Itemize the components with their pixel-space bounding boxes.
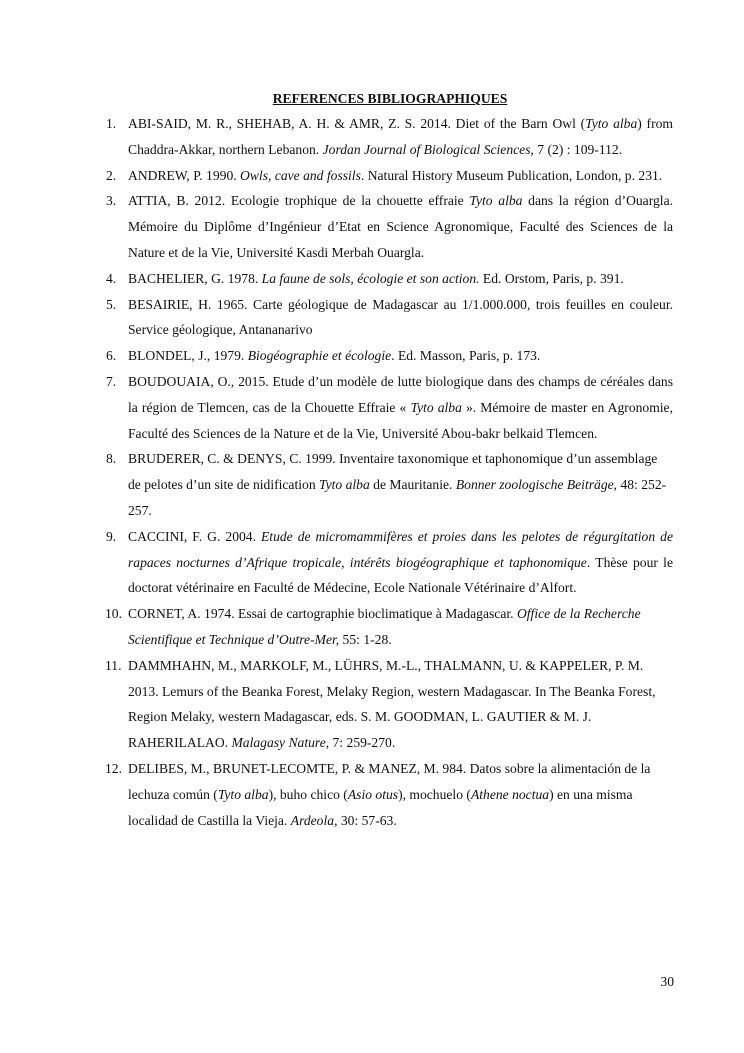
reference-italic-text: Tyto alba	[585, 116, 638, 131]
reference-text: dans la région d’Ouargla. Mémoire du Diplôme d’Ingénieur d’Etat en Science Agronomique, Faculté des Sciences de la Nature et de la Vie, Université Kasdi Merbah Ouargla.	[128, 193, 674, 260]
reference-italic-text: Office de la Recherche Scientifique et Technique d’Outre-Mer,	[128, 606, 641, 647]
reference-text: ABI-SAID, M. R., SHEHAB, A. H. & AMR, Z. S. 2014. Diet of the Barn Owl (	[128, 116, 586, 131]
reference-italic-text: Tyto alba	[410, 399, 462, 415]
reference-text: BOUDOUAIA, O., 2015. Etude d’un modèle de lutte biologique dans des champs de céréales dans la région de Tlemcen, cas de la Chouette Effraie «	[128, 373, 673, 415]
reference-text: BLONDEL, J., 1979.	[128, 348, 248, 364]
reference-text: ) en una misma localidad de Castilla la Vieja.	[128, 786, 633, 828]
reference-text: ». Mémoire de master en Agronomie, Faculté des Sciences de la Nature et de la Vie, Université Abou-bakr belkaid Tlemcen.	[128, 399, 673, 441]
reference-number: 6.	[106, 348, 117, 364]
reference-text: ), buho chico (	[268, 786, 348, 802]
reference-number: 10.	[105, 606, 122, 622]
reference-text: 55: 1-28.	[339, 631, 392, 647]
reference-text: Ed. Orstom, Paris, p. 391.	[479, 270, 624, 286]
reference-number: 3.	[106, 193, 117, 209]
reference-text: . Ed. Masson, Paris, p. 173.	[391, 348, 541, 364]
reference-text: . Thèse pour le doctorat vétérinaire en Faculté de Médecine, Ecole Nationale Vétérinaire d’Alfort.	[128, 554, 673, 596]
reference-item	[107, 292, 673, 344]
page-title: REFERENCES BIBLIOGRAPHIQUES	[272, 91, 508, 106]
reference-item	[107, 343, 673, 369]
reference-text: BRUDERER, C. & DENYS, C. 1999. Inventaire taxonomique et taphonomique d’un assemblage de pelotes d’un site de nidification	[128, 451, 658, 493]
reference-item	[107, 653, 673, 756]
reference-italic-text: Jordan Journal of Biological Sciences	[322, 141, 531, 157]
reference-number: 5.	[106, 296, 117, 312]
reference-text: BACHELIER, G. 1978.	[128, 270, 262, 286]
reference-number: 2.	[106, 167, 117, 183]
reference-text: ), mochuelo (	[398, 786, 471, 802]
reference-text: ANDREW, P. 1990.	[128, 167, 241, 183]
reference-text: . Natural History Museum Publication, London, p. 231.	[360, 167, 663, 183]
reference-text: , 7 (2) : 109-112.	[530, 141, 623, 157]
reference-item	[107, 446, 673, 523]
reference-item	[107, 524, 673, 601]
reference-text: , 30: 57-63.	[334, 812, 397, 828]
reference-italic-text: Asio otus	[347, 786, 399, 802]
reference-number: 8.	[106, 451, 117, 467]
reference-text: CACCINI, F. G. 2004.	[128, 528, 261, 544]
reference-text: , 48: 252-257.	[128, 477, 667, 518]
reference-italic-text: Tyto alba	[319, 477, 370, 493]
reference-text: , 7: 259-270.	[325, 735, 396, 751]
reference-number: 9.	[106, 528, 117, 544]
reference-italic-text: Etude de micromammifères et proies dans les pelotes de régurgitation de rapaces nocturnes d’Afrique tropicale, intérêts biogéographique et taphonomique	[128, 528, 673, 570]
reference-item	[107, 756, 673, 833]
reference-number: 12.	[105, 760, 122, 776]
reference-italic-text: Bonner zoologische Beiträge	[455, 477, 614, 493]
reference-text: ATTIA, B. 2012. Ecologie trophique de la chouette effraie	[128, 193, 470, 209]
reference-italic-text: Owls, cave and fossils	[240, 167, 361, 183]
reference-number: 4.	[106, 270, 117, 286]
reference-item	[107, 111, 673, 163]
reference-text: de Mauritanie.	[369, 477, 456, 493]
reference-list	[107, 111, 673, 833]
reference-number: 11.	[105, 657, 122, 673]
reference-italic-text: Malagasy Nature	[231, 735, 326, 751]
reference-item	[107, 266, 673, 292]
reference-italic-text: Ardeola	[290, 812, 335, 828]
page-number: 30	[660, 974, 674, 989]
reference-italic-text: La faune de sols, écologie et son action.	[261, 270, 480, 286]
reference-item	[107, 163, 673, 189]
reference-text: BESAIRIE, H. 1965. Carte géologique de Madagascar au 1/1.000.000, trois feuilles en couleur. Service géologique, Antananarivo	[128, 296, 673, 338]
reference-item	[107, 369, 673, 446]
reference-italic-text: Athene noctua	[470, 786, 550, 802]
reference-number: 1.	[106, 116, 117, 131]
reference-item	[107, 601, 673, 653]
reference-text: ) from Chaddra-Akkar, northern Lebanon.	[128, 116, 673, 157]
reference-text: CORNET, A. 1974. Essai de cartographie bioclimatique à Madagascar.	[128, 606, 517, 622]
reference-italic-text: Tyto alba	[469, 193, 523, 209]
reference-text: DAMMHAHN, M., MARKOLF, M., LÜHRS, M.-L., THALMANN, U. & KAPPELER, P. M. 2013. Lemurs of the Beanka Forest, Melaky Region, western Madagascar. In The Beanka Forest, Region Melaky, western Madagascar, eds. S. M. GOODMAN, L. GAUTIER & M. J. RAHERILALAO.	[128, 657, 656, 751]
reference-text: DELIBES, M., BRUNET-LECOMTE, P. & MANEZ, M. 984. Datos sobre la alimentación de la lechuza común (	[128, 760, 651, 802]
reference-italic-text: Biogéographie et écologie	[247, 348, 392, 364]
reference-item	[107, 188, 673, 265]
reference-italic-text: Tyto alba	[217, 786, 269, 802]
reference-number: 7.	[106, 373, 117, 389]
